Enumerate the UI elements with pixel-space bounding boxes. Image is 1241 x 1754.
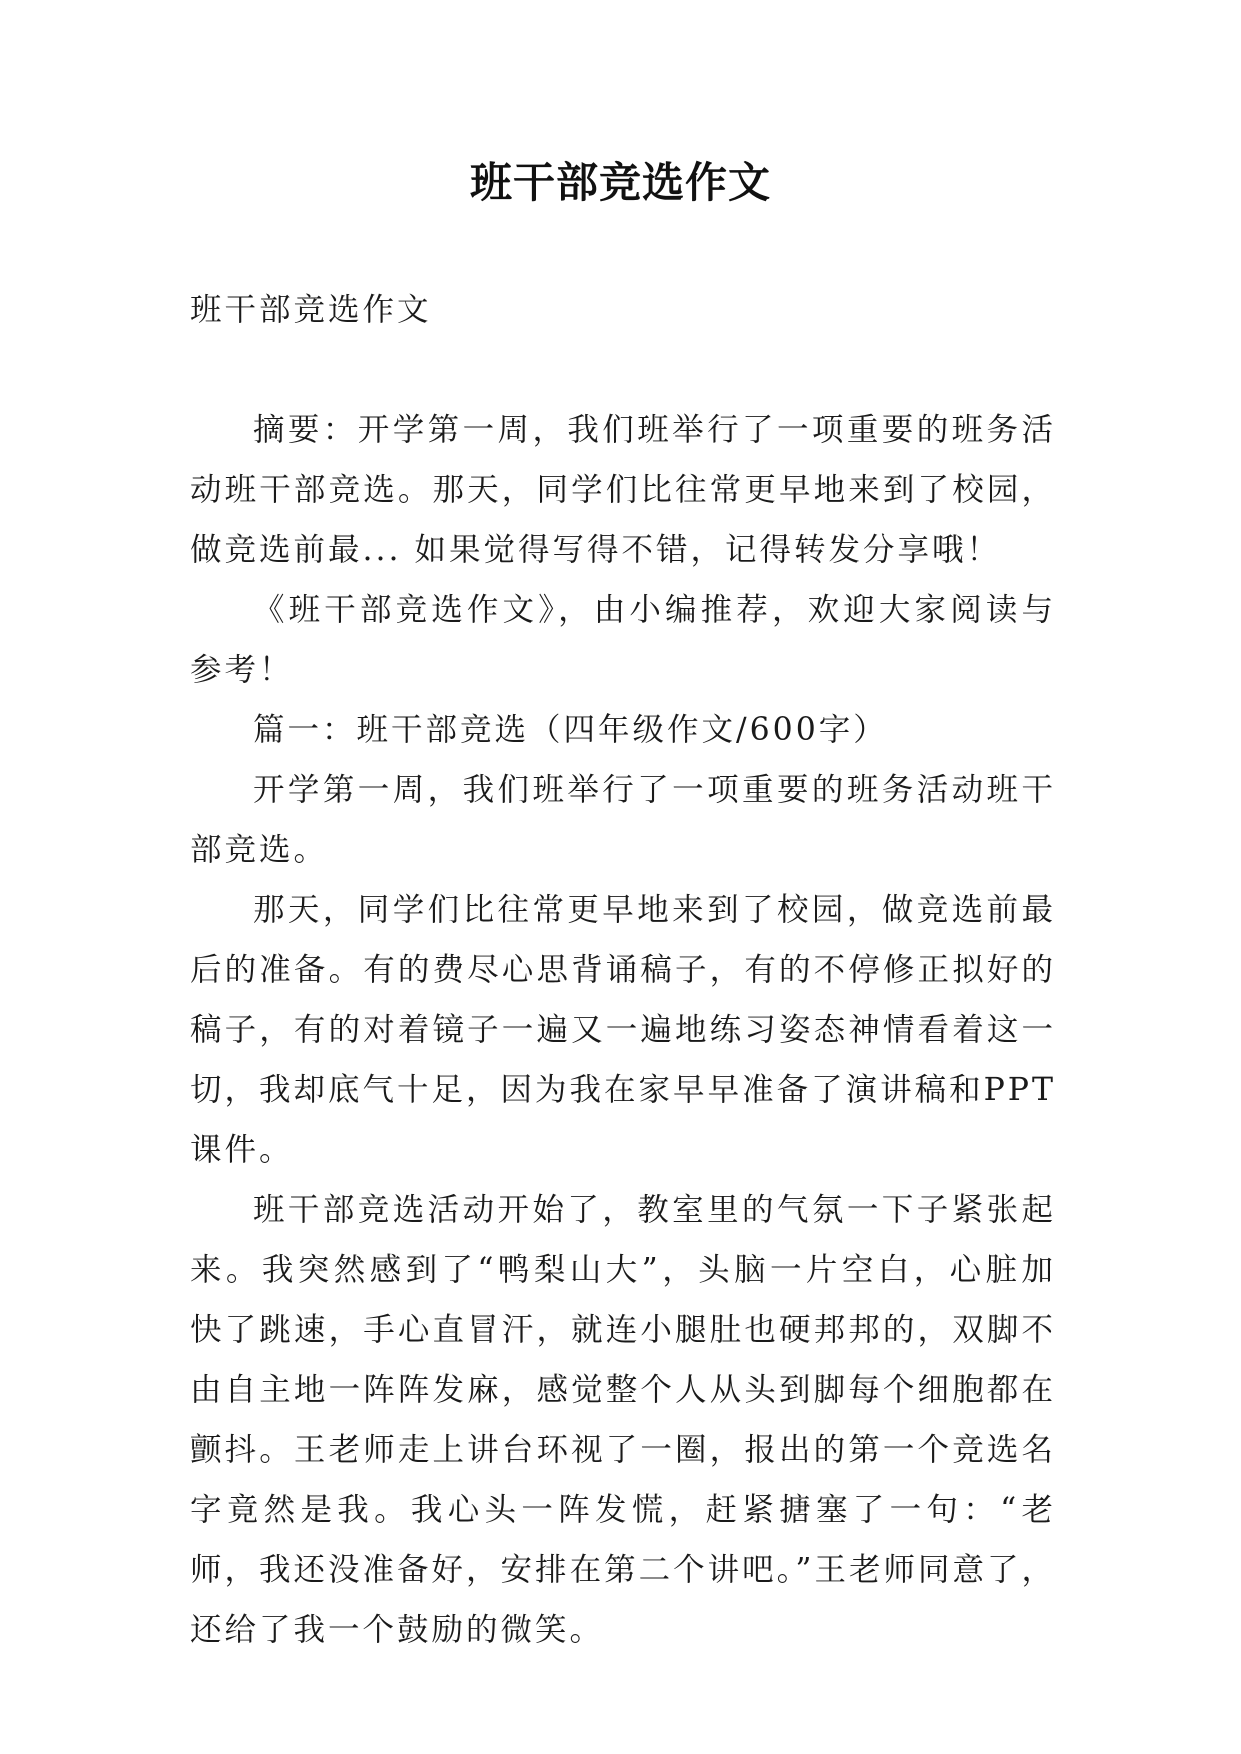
document-subtitle: 班干部竞选作文 (190, 292, 432, 328)
body-paragraph: 那天，同学们比往常更早地来到了校园，做竞选前最后的准备。有的费尽心思背诵稿子，有的不停修正拟好的稿子，有的对着镜子一遍又一遍地练习姿态神情看着这一切，我却底气十足，因为我在家早早准备了演讲稿和PPT课件。 (190, 892, 1056, 1168)
section-heading: 篇一：班干部竞选（四年级作文/600字） (253, 712, 888, 748)
body-paragraph: 班干部竞选活动开始了，教室里的气氛一下子紧张起来。我突然感到了“鸭梨山大”，头脑一片空白，心脏加快了跳速，手心直冒汗，就连小腿肚也硬邦邦的，双脚不由自主地一阵阵发麻，感觉整个人从头到脚每个细胞都在颤抖。王老师走上讲台环视了一圈，报出的第一个竞选名字竟然是我。我心头一阵发慌，赶紧搪塞了一句：“老师，我还没准备好，安排在第二个讲吧。”王老师同意了，还给了我一个鼓励的微笑。 (190, 1192, 1056, 1648)
document-body (190, 280, 1056, 1660)
document-title: 班干部竞选作文 (469, 158, 771, 207)
body-paragraph: 开学第一周，我们班举行了一项重要的班务活动班干部竞选。 (190, 772, 1056, 868)
abstract-paragraph: 摘要：开学第一周，我们班举行了一项重要的班务活动班干部竞选。那天，同学们比往常更早地来到了校园，做竞选前最... 如果觉得写得不错，记得转发分享哦！ (190, 412, 1056, 568)
recommendation-paragraph: 《班干部竞选作文》，由小编推荐，欢迎大家阅读与参考！ (190, 592, 1056, 688)
